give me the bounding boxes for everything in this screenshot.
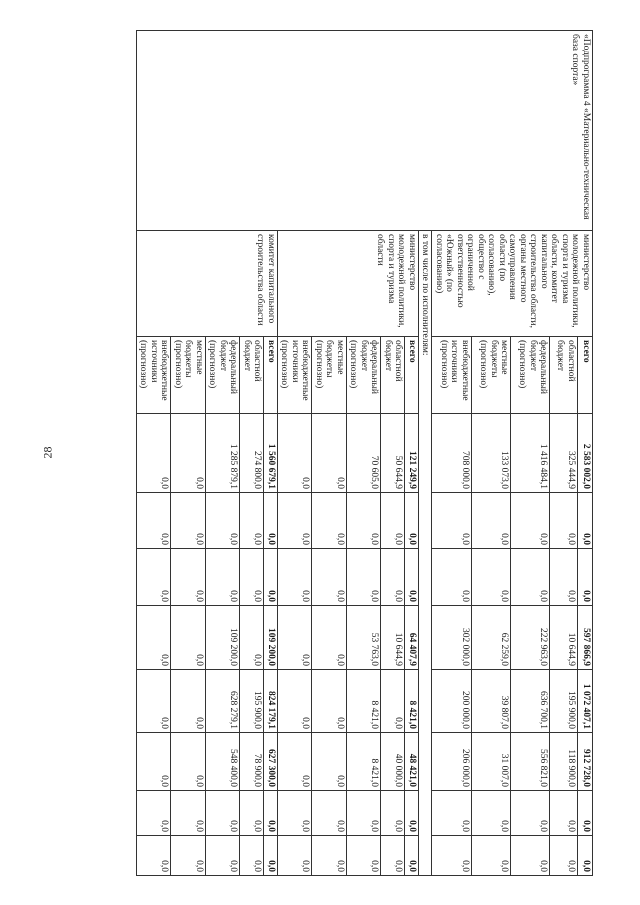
amount-cell: 0,0 [471, 493, 510, 549]
amount-cell: 206 000,0 [432, 733, 471, 791]
amount-cell: 48 421,0 [405, 733, 419, 791]
amount-cell: 0,0 [278, 549, 313, 606]
amount-cell: 121 249,9 [405, 414, 419, 493]
amount-cell: 0,0 [171, 670, 206, 733]
amount-cell: 0,0 [171, 414, 206, 493]
amount-cell: 0,0 [312, 733, 347, 791]
funding-source: всего [405, 337, 419, 414]
amount-cell: 0,0 [278, 493, 313, 549]
amount-cell: 0,0 [471, 791, 510, 836]
executor-cell: министерство молодежной политики, спорта и туризма области [278, 231, 419, 337]
amount-cell: 2 583 002,0 [577, 414, 592, 493]
amount-cell: 1 072 407,1 [577, 670, 592, 733]
amount-cell: 62 259,0 [471, 606, 510, 670]
subprogram-label: «Подпрограмма 4 «Материально-техническая база спорта» [137, 31, 593, 231]
amount-cell: 0,0 [312, 836, 347, 876]
amount-cell: 195 900,0 [550, 670, 577, 733]
amount-cell: 0,0 [278, 414, 313, 493]
amount-cell: 39 807,0 [471, 670, 510, 733]
amount-cell: 195 900,0 [240, 670, 264, 733]
amount-cell: 0,0 [511, 836, 550, 876]
amount-cell: 0,0 [471, 549, 510, 606]
amount-cell: 0,0 [278, 606, 313, 670]
amount-cell: 0,0 [240, 836, 264, 876]
amount-cell: 0,0 [312, 414, 347, 493]
amount-cell: 0,0 [278, 733, 313, 791]
amount-cell: 1 560 679,1 [264, 414, 278, 493]
funding-source: внебюджетные источники (прогнозно) [137, 337, 172, 414]
funding-source: федеральный бюджет (прогнозно) [206, 337, 241, 414]
funding-source: всего [577, 337, 592, 414]
amount-cell: 628 279,1 [206, 670, 241, 733]
amount-cell: 0,0 [347, 791, 382, 836]
funding-source: областной бюджет [240, 337, 264, 414]
amount-cell: 912 728,0 [577, 733, 592, 791]
amount-cell: 0,0 [432, 836, 471, 876]
amount-cell: 0,0 [137, 670, 172, 733]
amount-cell: 0,0 [550, 836, 577, 876]
amount-cell: 0,0 [264, 549, 278, 606]
amount-cell: 0,0 [381, 493, 405, 549]
amount-cell: 0,0 [347, 549, 382, 606]
amount-cell: 0,0 [511, 549, 550, 606]
amount-cell: 70 605,0 [347, 414, 382, 493]
amount-cell: 10 644,9 [550, 606, 577, 670]
rotated-table-area [79, 30, 593, 875]
amount-cell: 118 900,0 [550, 733, 577, 791]
amount-cell: 0,0 [577, 493, 592, 549]
amount-cell: 0,0 [381, 670, 405, 733]
amount-cell: 64 407,9 [405, 606, 419, 670]
amount-cell: 1 416 484,1 [511, 414, 550, 493]
amount-cell: 78 900,0 [240, 733, 264, 791]
amount-cell: 708 000,0 [432, 414, 471, 493]
amount-cell: 0,0 [511, 493, 550, 549]
amount-cell: 0,0 [171, 493, 206, 549]
executor-cell: министерство молодежной политики, спорта и туризма области, комитет капитального строительства области, органы местного самоуправления области (по согласованию), общество с ограниченной ответственностью «Южный» (по согласованию) [432, 231, 593, 337]
funding-source: местные бюджеты (прогнозно) [312, 337, 347, 414]
amount-cell: 0,0 [347, 493, 382, 549]
amount-cell: 8 421,0 [347, 733, 382, 791]
amount-cell: 0,0 [206, 836, 241, 876]
funding-source: областной бюджет [550, 337, 577, 414]
amount-cell: 0,0 [381, 549, 405, 606]
amount-cell: 0,0 [405, 493, 419, 549]
funding-source: местные бюджеты (прогнозно) [171, 337, 206, 414]
amount-cell: 0,0 [577, 836, 592, 876]
amount-cell: 0,0 [171, 606, 206, 670]
amount-cell: 597 866,9 [577, 606, 592, 670]
amount-cell: 0,0 [240, 493, 264, 549]
amount-cell: 824 179,1 [264, 670, 278, 733]
amount-cell: 0,0 [381, 791, 405, 836]
amount-cell: 0,0 [312, 493, 347, 549]
amount-cell: 40 000,0 [381, 733, 405, 791]
amount-cell: 0,0 [264, 493, 278, 549]
amount-cell: 0,0 [264, 791, 278, 836]
amount-cell: 556 821,0 [511, 733, 550, 791]
amount-cell: 133 073,0 [471, 414, 510, 493]
amount-cell: 274 800,0 [240, 414, 264, 493]
amount-cell: 53 763,0 [347, 606, 382, 670]
funding-source: внебюджетные источники (прогнозно) [278, 337, 313, 414]
funding-source: всего [264, 337, 278, 414]
amount-cell: 0,0 [206, 791, 241, 836]
amount-cell: 0,0 [312, 549, 347, 606]
funding-source: внебюджетные источники (прогнозно) [432, 337, 471, 414]
amount-cell: 0,0 [171, 733, 206, 791]
amount-cell: 0,0 [577, 791, 592, 836]
amount-cell: 0,0 [312, 606, 347, 670]
funding-table-body [137, 31, 593, 876]
amount-cell: 0,0 [405, 549, 419, 606]
amount-cell: 0,0 [206, 493, 241, 549]
amount-cell: 1 285 879,1 [206, 414, 241, 493]
amount-cell: 0,0 [577, 549, 592, 606]
amount-cell: 548 400,0 [206, 733, 241, 791]
amount-cell: 0,0 [432, 549, 471, 606]
table-row [577, 31, 592, 876]
amount-cell: 636 700,1 [511, 670, 550, 733]
amount-cell: 200 000,0 [432, 670, 471, 733]
amount-cell: 8 421,0 [405, 670, 419, 733]
amount-cell: 0,0 [312, 791, 347, 836]
amount-cell: 222 963,0 [511, 606, 550, 670]
subheading: в том числе по исполнителям: [419, 231, 433, 876]
amount-cell: 0,0 [171, 791, 206, 836]
amount-cell: 0,0 [471, 836, 510, 876]
amount-cell: 0,0 [137, 606, 172, 670]
amount-cell: 325 444,9 [550, 414, 577, 493]
amount-cell: 0,0 [137, 414, 172, 493]
amount-cell: 8 421,0 [347, 670, 382, 733]
funding-source: федеральный бюджет (прогнозно) [347, 337, 382, 414]
amount-cell: 109 200,0 [264, 606, 278, 670]
amount-cell: 0,0 [278, 791, 313, 836]
amount-cell: 0,0 [381, 836, 405, 876]
amount-cell: 0,0 [278, 670, 313, 733]
page-number: 28 [40, 446, 55, 459]
amount-cell: 0,0 [240, 549, 264, 606]
executor-cell: комитет капитального строительства области [137, 231, 278, 337]
amount-cell: 0,0 [550, 493, 577, 549]
amount-cell: 0,0 [171, 836, 206, 876]
amount-cell: 0,0 [278, 836, 313, 876]
amount-cell: 0,0 [312, 670, 347, 733]
funding-source: местные бюджеты (прогнозно) [471, 337, 510, 414]
amount-cell: 0,0 [511, 791, 550, 836]
amount-cell: 0,0 [347, 836, 382, 876]
amount-cell: 0,0 [137, 549, 172, 606]
amount-cell: 0,0 [264, 836, 278, 876]
amount-cell: 0,0 [432, 493, 471, 549]
funding-table [136, 30, 593, 876]
funding-source: федеральный бюджет (прогнозно) [511, 337, 550, 414]
amount-cell: 0,0 [206, 549, 241, 606]
amount-cell: 0,0 [550, 791, 577, 836]
amount-cell: 109 200,0 [206, 606, 241, 670]
amount-cell: 0,0 [405, 836, 419, 876]
amount-cell: 0,0 [137, 791, 172, 836]
amount-cell: 0,0 [240, 791, 264, 836]
amount-cell: 0,0 [432, 791, 471, 836]
amount-cell: 0,0 [171, 549, 206, 606]
amount-cell: 0,0 [405, 791, 419, 836]
amount-cell: 10 644,9 [381, 606, 405, 670]
amount-cell: 0,0 [240, 606, 264, 670]
amount-cell: 31 007,0 [471, 733, 510, 791]
amount-cell: 0,0 [137, 493, 172, 549]
amount-cell: 627 300,0 [264, 733, 278, 791]
amount-cell: 50 644,9 [381, 414, 405, 493]
amount-cell: 0,0 [550, 549, 577, 606]
amount-cell: 0,0 [137, 733, 172, 791]
amount-cell: 0,0 [137, 836, 172, 876]
funding-source: областной бюджет [381, 337, 405, 414]
amount-cell: 302 000,0 [432, 606, 471, 670]
